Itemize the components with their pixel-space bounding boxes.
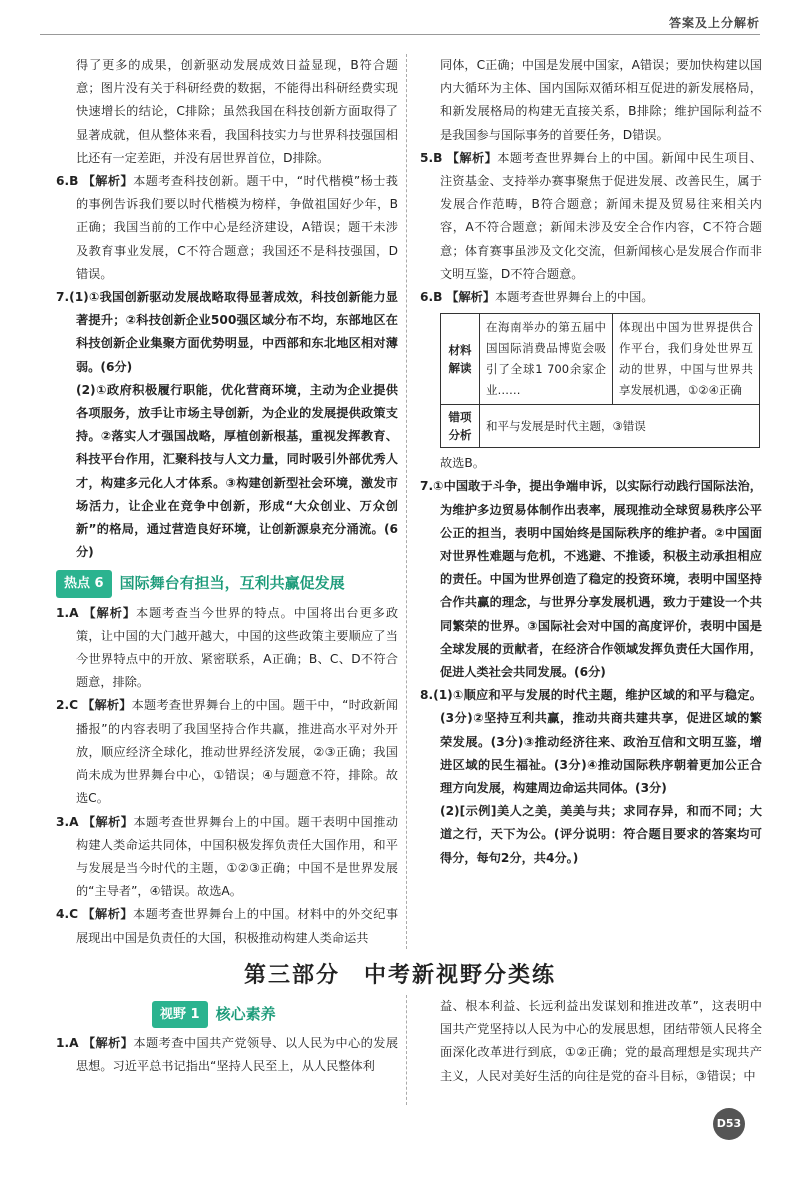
answer-7-right — [420, 475, 762, 684]
table-row — [441, 405, 760, 448]
left-column — [56, 54, 398, 950]
part3-right — [420, 995, 762, 1088]
header-divider — [40, 34, 760, 35]
material-analysis-table — [440, 313, 760, 448]
table-cell: 体现出中国为世界提供合作平台，我们身处世界互动的世界，中国与世界共享发展机遇，①②④正确 — [613, 314, 760, 405]
view-heading — [152, 1001, 398, 1028]
view-title: 核心素养 — [215, 1005, 276, 1023]
answer-6 — [56, 170, 398, 286]
table-row-label: 材料解读 — [441, 314, 480, 405]
hot-topic-title: 国际舞台有担当，互利共赢促发展 — [119, 574, 345, 593]
answer-text: 本题考查当今世界的特点。中国将出台更多政策，让中国的大门越开越大，中国的这些政策主要顺应了当今世界特点中的开放、紧密联系，A正确；B、C、D不符合题意，排除。 — [76, 605, 399, 690]
hot-answer-1 — [56, 602, 398, 695]
answer-number: 3.A — [56, 814, 79, 829]
hot-topic-badge: 热点 6 — [56, 570, 112, 597]
part-title: 第三部分 中考新视野分类练 — [243, 963, 556, 988]
answer-6-conclusion: 故选B。 — [440, 456, 485, 471]
answer-number: 1.A — [56, 1036, 79, 1051]
answer-text: 本题考查中国共产党领导、以人民为中心的发展思想。习近平总书记指出“坚持人民至上，从人民整体利 — [76, 1036, 399, 1074]
analysis-tag: 【解析】 — [82, 1036, 134, 1051]
answer-text: 本题考查世界舞台上的中国。题干表明中国推动构建人类命运共同体，中国积极发挥负责任大国作用，和平与发展是当今时代的主题，①②③正确；中国不是世界发展的“主导者”，④错误。故选A。 — [76, 814, 399, 899]
table-row — [441, 314, 760, 405]
analysis-tag: 【解析】 — [82, 907, 133, 922]
answer-5 — [420, 147, 762, 286]
table-row-label: 错项分析 — [441, 405, 480, 448]
page-number: D53 — [713, 1108, 745, 1140]
header-title: 答案及上分解析 — [668, 16, 760, 30]
answer-text: 本题考查世界舞台上的中国。材料中的外交纪事展现出中国是负责任的大国，积极推动构建人类命运共 — [76, 907, 399, 945]
answer-number: 1.A — [56, 605, 79, 620]
part3-left — [56, 995, 398, 1079]
right-continuation: 同体，C正确；中国是发展中国家，A错误；要加快构建以国内大循环为主体、国内国际双循环相互促进的新发展格局，和新发展格局的构建无直接关系，B排除；维护国际利益不是我国参与国际事务的首要任务，D错误。 — [440, 58, 762, 142]
answer-text: 本题考查世界舞台上的中国。题干中，“时政新闻播报”的内容表明了我国坚持合作共赢，推进高水平对外开放，顺应经济全球化，推动世界经济发展，②③正确；我国尚未成为世界舞台中心，①错误；④与题意不符，排除。故选C。 — [76, 698, 398, 806]
answer-text: ①中国敢于斗争，提出争端申诉，以实际行动践行国际法治，为维护多边贸易体制作出表率，展现推动全球贸易秩序公平公正的担当，表明中国始终是国际秩序的维护者。②中国面对世界性难题与危机，不逃避、不推诿，积极主动承担相应的责任。中国为世界创造了稳定的投资环境，表明中国坚持合作共赢的理念，与世界分享发展机遇，致力于建设一个共同繁荣的世界。③国际社会对中国的高度评价，表明中国是全球发展的贡献者，在经济合作领域发挥负责任大国作用，促进人类社会共同发展。(6分) — [433, 479, 762, 680]
part3-answer-1 — [56, 1032, 398, 1078]
analysis-tag: 【解析】 — [82, 698, 132, 713]
hot-answer-2 — [56, 694, 398, 810]
view-badge: 视野 1 — [152, 1001, 208, 1028]
analysis-tag: 【解析】 — [446, 150, 498, 165]
column-divider — [406, 995, 407, 1105]
answer-7-part2: (2)①政府积极履行职能，优化营商环境，主动为企业提供各项服务，放手让市场主导创新，为企业的发展提供政策支持。②落实人才强国战略，厚植创新根基，重视发挥教育、科技平台作用，汇聚科技与人文力量，同时吸引外部优秀人才，构建多元化人才体系。③构建创新型社会环境，激发市场活力，让企业在竞争中创新，形成“大众创业、万众创新”的格局，通过营造良好环境，让创新源泉充分涌流。(6分) — [76, 382, 398, 560]
answer-number: 8. — [420, 688, 434, 703]
answer-number: 2.C — [56, 698, 79, 713]
right-column — [420, 54, 762, 870]
answer-number: 5.B — [420, 150, 443, 165]
table-cell: 在海南举办的第五届中国国际消费品博览会吸引了全球1 700余家企业…… — [480, 314, 613, 405]
answer-8 — [420, 684, 762, 800]
answer-7 — [56, 286, 398, 379]
column-divider — [406, 54, 407, 949]
answer-text: 本题考查科技创新。题干中，“时代楷模”杨士莪的事例告诉我们要以时代楷模为榜样，争做祖国好少年，B正确；我国当前的工作中心是经济建设，A错误；题干未涉及教育事业发展，C不符合题意；我国还不是科技强国，D错误。 — [76, 174, 398, 281]
answer-number: 6.B — [56, 174, 79, 189]
answer-text: 本题考查世界舞台上的中国。新闻中民生项目、注资基金、支持举办赛事聚焦于促进发展、改善民生，属于发展合作范畴，B符合题意；新闻未提及贸易往来相关内容，A不符合题意；新闻未涉及安全合作内容，C不符合题意；体育赛事虽涉及文化交流，但新闻核心是发展合作而非文明互鉴，D不符合题意。 — [440, 150, 763, 281]
analysis-tag: 【解析】 — [446, 290, 496, 305]
answer-number: 7. — [56, 290, 70, 305]
left-intro: 得了更多的成果，创新驱动发展成效日益显现，B符合题意；图片没有关于科研经费的数据，不能得出科研经费实现快速增长的结论，C排除；虽然我国在科技创新方面取得了显著成就，但从整体来看，我国科技实力与世界科技强国相比还有一定差距，并没有居世界首位，D排除。 — [76, 58, 398, 165]
answer-6-right — [420, 286, 762, 309]
answer-text: (1)①顺应和平与发展的时代主题，维护区域的和平与稳定。(3分)②坚持互利共赢，推动共商共建共享，促进区域的繁荣发展。(3分)③推动经济往来、政治互信和文明互鉴，增进区域的民生福祉。(3分)④推动国际秩序朝着更加公正合理方向发展，构建周边命运共同体。(3分) — [433, 688, 762, 796]
answer-number: 7. — [420, 479, 434, 494]
analysis-tag: 【解析】 — [83, 605, 136, 620]
answer-number: 6.B — [420, 290, 443, 305]
answer-8-part2: (2)[示例]美人之美，美美与共；求同存异，和而不同；大道之行，天下为公。(评分说明：符合题目要求的答案均可得分，每句2分，共4分。) — [440, 804, 762, 865]
part3-right-text: 益、根本利益、长远利益出发谋划和推进改革”，这表明中国共产党坚持以人民为中心的发展思想，团结带领人民将全面深化改革进行到底，①②正确；党的最高理想是实现共产主义，人民对美好生活的向往是党的奋斗目标，③错误；中 — [440, 999, 762, 1083]
hot-answer-4 — [56, 903, 398, 949]
hot-topic-heading — [56, 570, 398, 597]
answer-text: (1)①我国创新驱动发展战略取得显著成效，科技创新能力显著提升；②科技创新企业500强区域分布不均，东部地区在科技创新企业集聚方面优势明显，中西部和东北地区相对薄弱。(6分) — [69, 290, 398, 374]
table-cell: 和平与发展是时代主题，③错误 — [480, 405, 760, 448]
analysis-tag: 【解析】 — [82, 174, 134, 189]
answer-number: 4.C — [56, 907, 79, 922]
hot-answer-3 — [56, 811, 398, 904]
analysis-tag: 【解析】 — [82, 814, 134, 829]
answer-text: 本题考查世界舞台上的中国。 — [495, 290, 654, 305]
